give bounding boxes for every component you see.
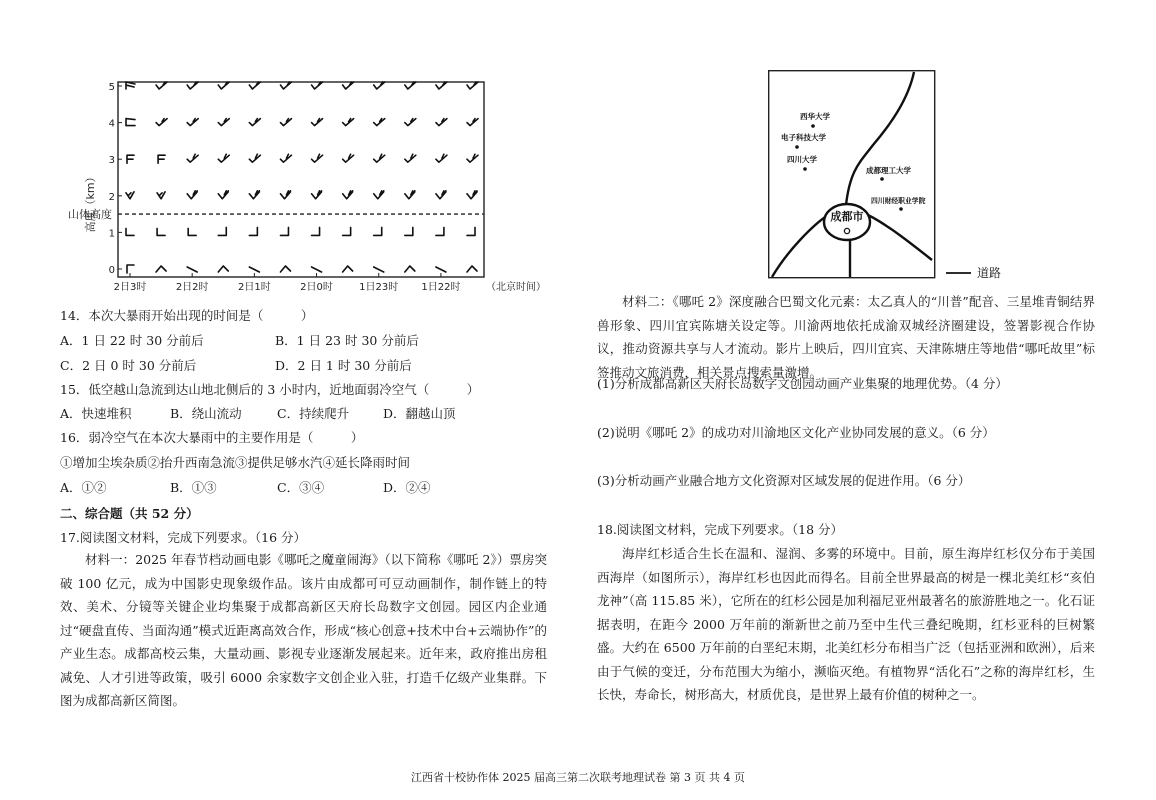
y-tick-label: 5 xyxy=(108,82,115,93)
q16-option-b: B．①③ xyxy=(170,480,217,495)
place-label-scu: 四川大学 xyxy=(787,155,817,164)
q15-option-a: A．快速堆积 xyxy=(60,406,132,421)
wind-barb xyxy=(249,267,259,272)
wind-barb xyxy=(156,82,167,89)
wind-barb xyxy=(343,119,354,126)
wind-barb xyxy=(187,191,197,199)
wind-barb xyxy=(126,192,134,199)
city-label: 成都市 xyxy=(830,210,864,223)
wind-barb xyxy=(436,267,446,272)
place-label-xihua: 西华大学 xyxy=(800,112,830,121)
q14-option-b: B．1 日 23 时 30 分前后 xyxy=(275,333,419,348)
wind-barb xyxy=(405,119,416,126)
place-label-scvcfe: 四川财经职业学院 xyxy=(871,197,926,205)
wind-barb xyxy=(187,267,197,272)
y-tick-label: 2 xyxy=(108,191,115,203)
y-tick-label: 4 xyxy=(108,118,115,130)
wind-barb xyxy=(249,227,257,235)
place-dot-scu xyxy=(803,167,807,171)
q16-option-d: D．②④ xyxy=(383,480,431,495)
q18-paragraph: 海岸红杉适合生长在温和、湿润、多雾的环境中。目前，原生海岸红杉仅分布于美国西海岸（如图所示），海岸红杉也因此而得名。目前全世界最高的树是一棵北美红杉“亥伯龙神”（高 115.85 米），它所在的红杉公园是加利福尼亚州最著名的旅游胜地之一。化石证据表明，在距今 2000 万年前的渐新世之前乃至中生代三叠纪晚期，红杉亚科的巨树繁盛。大约在 6500 万年前的白垩纪末期，北美红杉分布相当广泛（包括亚洲和欧洲），后来由于气候的变迁，分布范围大为缩小，濒临灭绝。有植物界“活化石”之称的海岸红杉，生长快，寿命长，树形高大，材质优良，是世界上最有价值的树种之一。 xyxy=(597,546,1095,702)
x-tick-label: 2日0时 xyxy=(300,282,333,293)
wind-barb xyxy=(374,119,385,126)
wind-barb xyxy=(188,228,196,235)
wind-barb xyxy=(343,191,353,199)
q18-stem: 18.阅读图文材料，完成下列要求。（18 分） xyxy=(597,522,844,537)
wind-barb xyxy=(374,267,384,272)
wind-barb xyxy=(436,82,447,89)
q14-stem: 14．本次大暴雨开始出现的时间是（ ） xyxy=(60,308,314,323)
wind-barb xyxy=(467,227,475,235)
wind-barb xyxy=(156,266,166,272)
wind-barb xyxy=(126,228,134,235)
q15-option-b: B．绕山流动 xyxy=(170,406,242,421)
wind-barb xyxy=(467,154,478,162)
wind-barb xyxy=(405,191,415,199)
wind-barb xyxy=(157,192,165,199)
wind-barb xyxy=(249,154,260,162)
q14-option-a: A．1 日 22 时 30 分前后 xyxy=(60,333,204,348)
x-tick-label: 2日2时 xyxy=(175,282,209,293)
map-svg xyxy=(768,70,1008,285)
wind-barb xyxy=(374,191,384,199)
wind-barb xyxy=(405,227,413,235)
wind-barb xyxy=(405,154,416,162)
wind-barb xyxy=(312,227,320,235)
wind-barb xyxy=(158,155,165,163)
wind-barb xyxy=(467,82,478,89)
place-dot-xihua xyxy=(811,124,815,128)
x-tick-label: 2日3时 xyxy=(113,282,147,293)
chart-frame xyxy=(118,82,484,277)
q16-option-c: C．③④ xyxy=(277,480,325,495)
wind-barb xyxy=(280,154,291,162)
wind-barb xyxy=(374,82,385,89)
wind-barb xyxy=(467,191,477,199)
wind-barb xyxy=(436,119,447,126)
wind-barb xyxy=(343,154,354,162)
wind-barb xyxy=(436,154,447,162)
wind-barb xyxy=(280,266,290,272)
wind-barb xyxy=(436,227,444,235)
wind-barb xyxy=(127,265,134,273)
q17-sub-2: (2)说明《哪吒 2》的成功对川渝地区文化产业协同发展的意义。（6 分） xyxy=(597,425,995,440)
wind-barb xyxy=(218,227,226,235)
place-label-cdut: 成都理工大学 xyxy=(866,166,911,175)
wind-barb xyxy=(436,191,446,199)
x-tick-label: 1日22时 xyxy=(421,282,461,293)
wind-barb xyxy=(126,82,135,89)
wind-barb xyxy=(187,154,198,162)
wind-barb xyxy=(280,119,291,126)
y-tick-label: 1 xyxy=(108,228,115,240)
legend-road-label: 道路 xyxy=(977,266,1002,280)
q15-option-d: D．翻越山顶 xyxy=(383,406,456,421)
wind-barb xyxy=(343,266,353,272)
wind-barb xyxy=(312,267,322,272)
wind-barb xyxy=(312,119,323,126)
road-east xyxy=(868,215,932,260)
wind-profile-svg xyxy=(58,72,558,304)
road-west xyxy=(772,215,828,277)
wind-barb xyxy=(218,82,229,89)
wind-barb xyxy=(312,154,323,162)
wind-barb xyxy=(405,266,415,272)
q16-option-a: A．①② xyxy=(60,480,107,495)
wind-barb xyxy=(218,266,228,272)
x-unit-label: （北京时间） xyxy=(486,282,546,293)
wind-barb xyxy=(249,82,260,89)
wind-barb xyxy=(187,119,198,126)
wind-barb xyxy=(218,191,228,199)
wind-barb xyxy=(280,191,290,199)
wind-barb xyxy=(467,119,478,126)
wind-barb xyxy=(157,228,165,235)
y-axis-label: 高度（km） xyxy=(84,171,97,233)
chengdu-hightech-map xyxy=(768,70,1008,285)
mountain-height-label: 山体高度 xyxy=(68,208,112,222)
q17-stem: 17.阅读图文材料，完成下列要求。（16 分） xyxy=(60,530,307,545)
q14-option-c: C．2 日 0 时 30 分前后 xyxy=(60,358,197,373)
wind-barb xyxy=(218,119,229,126)
road-north xyxy=(846,72,914,205)
q17-material-2: 材料二：《哪吒 2》深度融合巴蜀文化元素：太乙真人的“川普”配音、三星堆青铜结界兽形象、四川宜宾陈塘关设定等。川渝两地依托成渝双城经济圈建设，签署影视合作协议，推动资源共享与人才流动。影片上映后，四川宜宾、天津陈塘庄等地借“哪吒故里”标签推动文旅消费，相关景点搜索量激增。 xyxy=(597,294,1095,380)
q17-sub-3: (3)分析动画产业融合地方文化资源对区域发展的促进作用。（6 分） xyxy=(597,473,971,488)
place-dot-scvcfe xyxy=(899,207,903,211)
wind-profile-chart xyxy=(58,72,558,304)
place-dot-cdut xyxy=(880,177,884,181)
section-2-title: 二、综合题（共 52 分） xyxy=(60,506,199,521)
wind-barb xyxy=(280,227,288,235)
wind-barb xyxy=(126,119,135,126)
wind-barb xyxy=(374,227,382,235)
q16-stem: 16．弱冷空气在本次大暴雨中的主要作用是（ ） xyxy=(60,430,364,445)
wind-barb xyxy=(187,82,198,89)
wind-barb xyxy=(249,119,260,126)
x-tick-label: 1日23时 xyxy=(359,282,399,293)
wind-barb xyxy=(312,82,323,89)
wind-barb xyxy=(467,266,477,272)
y-tick-label: 3 xyxy=(108,155,115,167)
wind-barb xyxy=(312,191,322,199)
wind-barb xyxy=(343,227,351,235)
page-footer: 江西省十校协作体 2025 届高三第二次联考地理试卷 第 3 页 共 4 页 xyxy=(411,771,745,784)
place-dot-uestc xyxy=(795,145,799,149)
q17-material-1: 材料一：2025 年春节档动画电影《哪吒之魔童闹海》（以下简称《哪吒 2》）票房突破 100 亿元，成为中国影史现象级作品。该片由成都可可豆动画制作，制作链上的特效、美术、分镜等关键企业均集聚于成都高新区天府长岛数字文创园。园区内企业通过“硬盘直传、当面沟通”模式近距离高效合作，形成“核心创意+技术中台+云端协作”的产业生态。成都高校云集，大量动画、影视专业逐渐发展起来。近年来，政府推出房租减免、人才引进等政策，吸引 6000 余家数字文创企业入驻，打造千亿级产业集群。下图为成都高新区简图。 xyxy=(60,552,547,708)
place-label-uestc: 电子科技大学 xyxy=(781,133,826,142)
wind-barb xyxy=(374,154,385,162)
wind-barb xyxy=(280,82,291,89)
q16-items: ①增加尘埃杂质②抬升西南急流③提供足够水汽④延长降雨时间 xyxy=(60,455,411,470)
q17-sub-1: (1)分析成都高新区天府长岛数字文创园动画产业集聚的地理优势。（4 分） xyxy=(597,376,1008,391)
y-tick-label: 0 xyxy=(108,265,115,276)
wind-barb xyxy=(405,82,416,89)
wind-barb xyxy=(249,191,259,199)
q14-option-d: D．2 日 1 时 30 分前后 xyxy=(275,358,412,373)
wind-barb xyxy=(156,119,167,126)
wind-barb xyxy=(218,154,229,162)
wind-barb xyxy=(343,82,354,89)
x-tick-label: 2日1时 xyxy=(237,282,271,293)
q15-stem: 15．低空越山急流到达山地北侧后的 3 小时内，近地面弱冷空气（ ） xyxy=(60,382,480,397)
q15-option-c: C．持续爬升 xyxy=(277,406,350,421)
wind-barb xyxy=(127,155,134,163)
